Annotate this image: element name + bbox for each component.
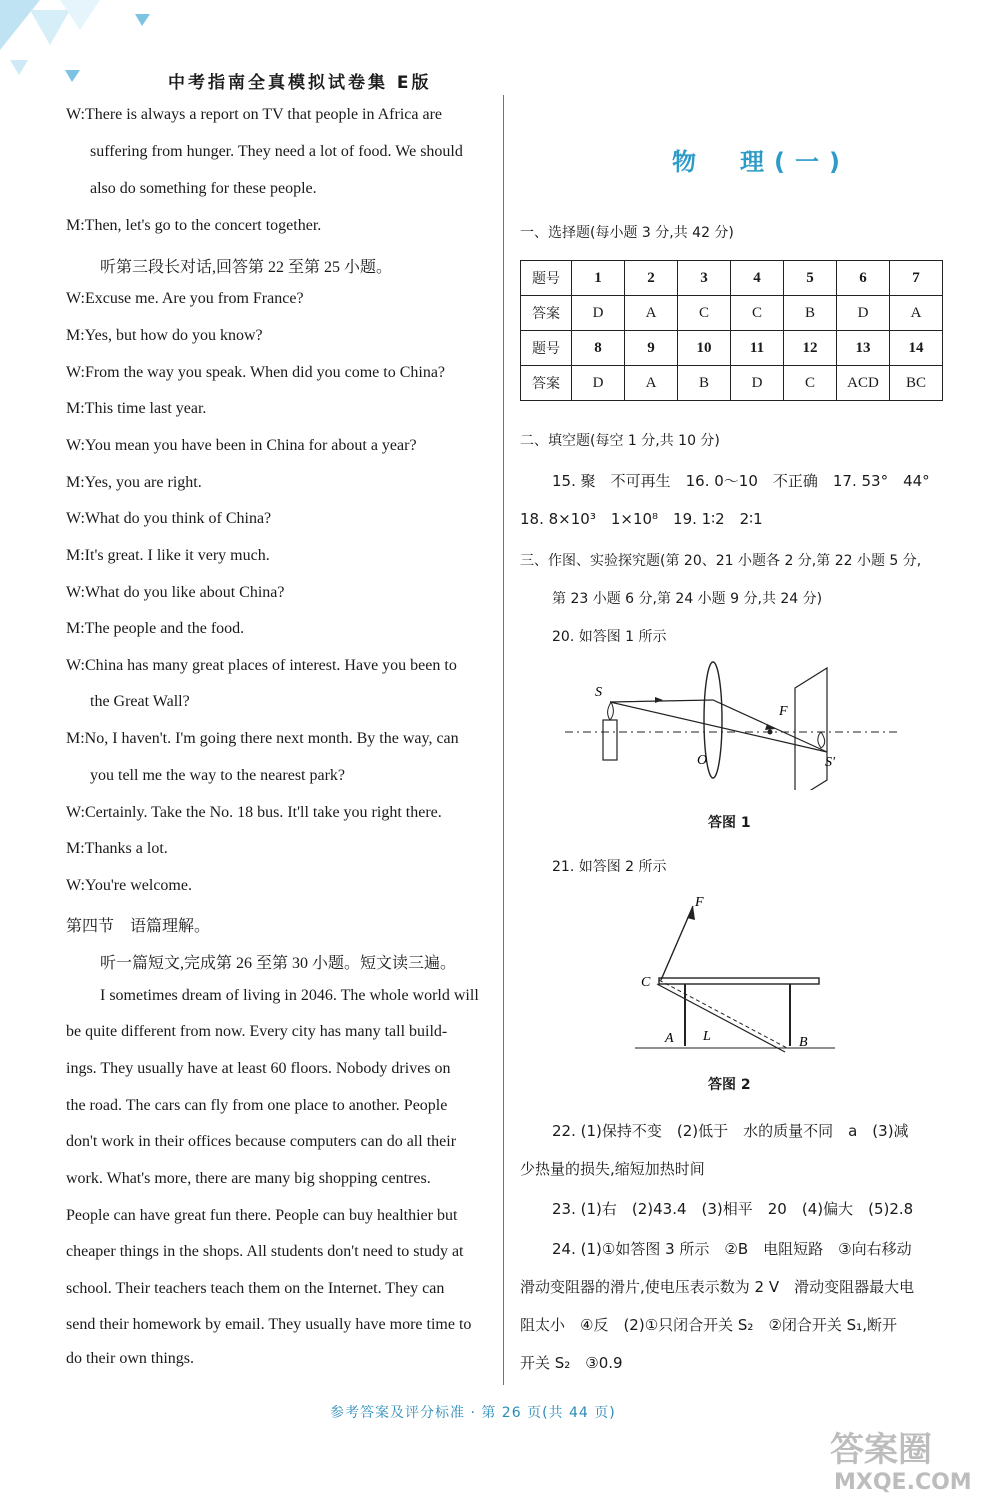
table-cell: C [678,296,731,331]
text-line: cheaper things in the shops. All students don't need to study at [66,1243,464,1260]
table-cell: A [625,366,678,401]
table-cell: A [890,296,943,331]
text-line: 第四节 语篇理解。 [66,918,211,935]
watermark-text-bottom: MXQE.COM [834,1470,972,1495]
text-line: you tell me the way to the nearest park? [90,767,346,784]
text-line: also do something for these people. [90,180,317,197]
table-cell: 13 [837,331,890,366]
question-24-line-2: 滑动变阻器的滑片,使电压表示数为 2 V 滑动变阻器最大电 [520,1278,915,1296]
section-heading-experiment: 三、作图、实验探究题(第 20、21 小题各 2 分,第 22 小题 5 分, [520,553,922,569]
table-cell: A [625,296,678,331]
text-line: 听第三段长对话,回答第 22 至第 25 小题。 [100,259,393,276]
text-line: M:Yes, you are right. [66,474,202,491]
text-line: the Great Wall? [90,693,190,710]
table-cell: C [731,296,784,331]
text-line: work. What's more, there are many big shopping centres. [66,1170,431,1187]
label-f: F [779,704,788,719]
table-cell: 14 [890,331,943,366]
section-heading-experiment-cont: 第 23 小题 6 分,第 24 小题 9 分,共 24 分) [552,591,823,607]
text-line: M:The people and the food. [66,620,245,637]
label-a: A [665,1031,674,1046]
question-22-line-1: 22. (1)保持不变 (2)低于 水的质量不同 a (3)减 [552,1122,909,1140]
table-cell: B [784,296,837,331]
text-line: do their own things. [66,1350,194,1367]
text-line: M:Thanks a lot. [66,840,168,857]
text-line: send their homework by email. They usually have more time to [66,1316,472,1333]
question-24-line-1: 24. (1)①如答图 3 所示 ②B 电阻短路 ③向右移动 [552,1240,912,1258]
table-cell: 8 [572,331,625,366]
table-label-question: 题号 [521,261,572,296]
text-line: I sometimes dream of living in 2046. The whole world will [100,987,479,1004]
table-cell: 9 [625,331,678,366]
text-line: the road. The cars can fly from one place to another. People [66,1097,448,1114]
text-line: W:What do you like about China? [66,584,285,601]
text-line: school. Their teachers teach them on the Internet. They can [66,1280,445,1297]
text-line: be quite different from now. Every city has many tall build- [66,1023,448,1040]
table-cell: ACD [837,366,890,401]
label-s: S [595,685,602,700]
text-line: W:There is always a report on TV that people in Africa are [66,106,443,123]
table-cell: B [678,366,731,401]
label-c: C [641,975,651,990]
table-cell: 3 [678,261,731,296]
text-line: M:No, I haven't. I'm going there next month. By the way, can [66,730,459,747]
section-heading-fill: 二、填空题(每空 1 分,共 10 分) [520,433,720,449]
question-20: 20. 如答图 1 所示 [552,629,667,645]
fill-answers-line-2: 18. 8×10³ 1×10⁸ 19. 1∶2 2∶1 [520,510,763,528]
table-label-question: 题号 [521,331,572,366]
question-24-line-4: 开关 S₂ ③0.9 [520,1354,623,1372]
table-cell: D [572,296,625,331]
question-24-line-3: 阻太小 ④反 (2)①只闭合开关 S₂ ②闭合开关 S₁,断开 [520,1316,897,1334]
text-line: W:You mean you have been in China for about a year? [66,437,417,454]
page-header: 中考指南全真模拟试卷集 E版 [168,73,432,93]
question-22-line-2: 少热量的损失,缩短加热时间 [520,1160,705,1178]
answer-table [520,260,943,401]
label-o: O [697,753,708,768]
table-cell: 2 [625,261,678,296]
text-line: M:Yes, but how do you know? [66,327,263,344]
table-label-answer: 答案 [521,296,572,331]
table-cell: 7 [890,261,943,296]
figure-1-caption: 答图 1 [708,815,751,831]
text-line: suffering from hunger. They need a lot of food. We should [90,143,463,160]
table-cell: 11 [731,331,784,366]
text-line: M:Then, let's go to the concert together. [66,217,322,234]
text-line: People can have great fun there. People can buy healthier but [66,1207,458,1224]
fill-answers-line-1: 15. 聚 不可再生 16. 0～10 不正确 17. 53° 44° [552,472,930,490]
table-cell: 6 [837,261,890,296]
table-cell: 10 [678,331,731,366]
text-line: W:Excuse me. Are you from France? [66,290,304,307]
table-cell: 5 [784,261,837,296]
page-footer: 参考答案及评分标准 · 第 26 页(共 44 页) [330,1405,616,1421]
text-line: W:What do you think of China? [66,510,272,527]
table-cell: D [731,366,784,401]
watermark-text-top: 答案圈 [830,1430,932,1470]
label-l: L [703,1029,711,1044]
text-line: M:This time last year. [66,400,207,417]
column-divider [503,95,504,1385]
table-cell: BC [890,366,943,401]
lever-diagram [635,890,835,1060]
question-21: 21. 如答图 2 所示 [552,859,667,875]
text-line: don't work in their offices because computers can do all their [66,1133,457,1150]
table-label-answer: 答案 [521,366,572,401]
corner-decoration [0,0,160,90]
table-cell: 1 [572,261,625,296]
text-line: 听一篇短文,完成第 26 至第 30 小题。短文读三遍。 [100,955,457,972]
label-s-prime: S' [825,755,835,770]
table-cell: C [784,366,837,401]
label-f: F [695,895,704,910]
question-23: 23. (1)右 (2)43.4 (3)相平 20 (4)偏大 (5)2.8 [552,1200,914,1218]
lens-diagram [565,660,905,790]
text-line: W:From the way you speak. When did you come to China? [66,364,446,381]
text-line: W:China has many great places of interest. Have you been to [66,657,457,674]
text-line: W:You're welcome. [66,877,192,894]
label-b: B [799,1035,808,1050]
text-line: W:Certainly. Take the No. 18 bus. It'll take you right there. [66,804,442,821]
text-line: M:It's great. I like it very much. [66,547,270,564]
table-cell: 12 [784,331,837,366]
figure-2-caption: 答图 2 [708,1077,751,1093]
text-line: ings. They usually have at least 60 floors. Nobody drives on [66,1060,451,1077]
table-cell: D [572,366,625,401]
watermark-logo [820,1419,990,1499]
table-cell: D [837,296,890,331]
section-title: 物 理(一) [672,148,850,176]
section-heading-choice: 一、选择题(每小题 3 分,共 42 分) [520,225,734,241]
table-cell: 4 [731,261,784,296]
